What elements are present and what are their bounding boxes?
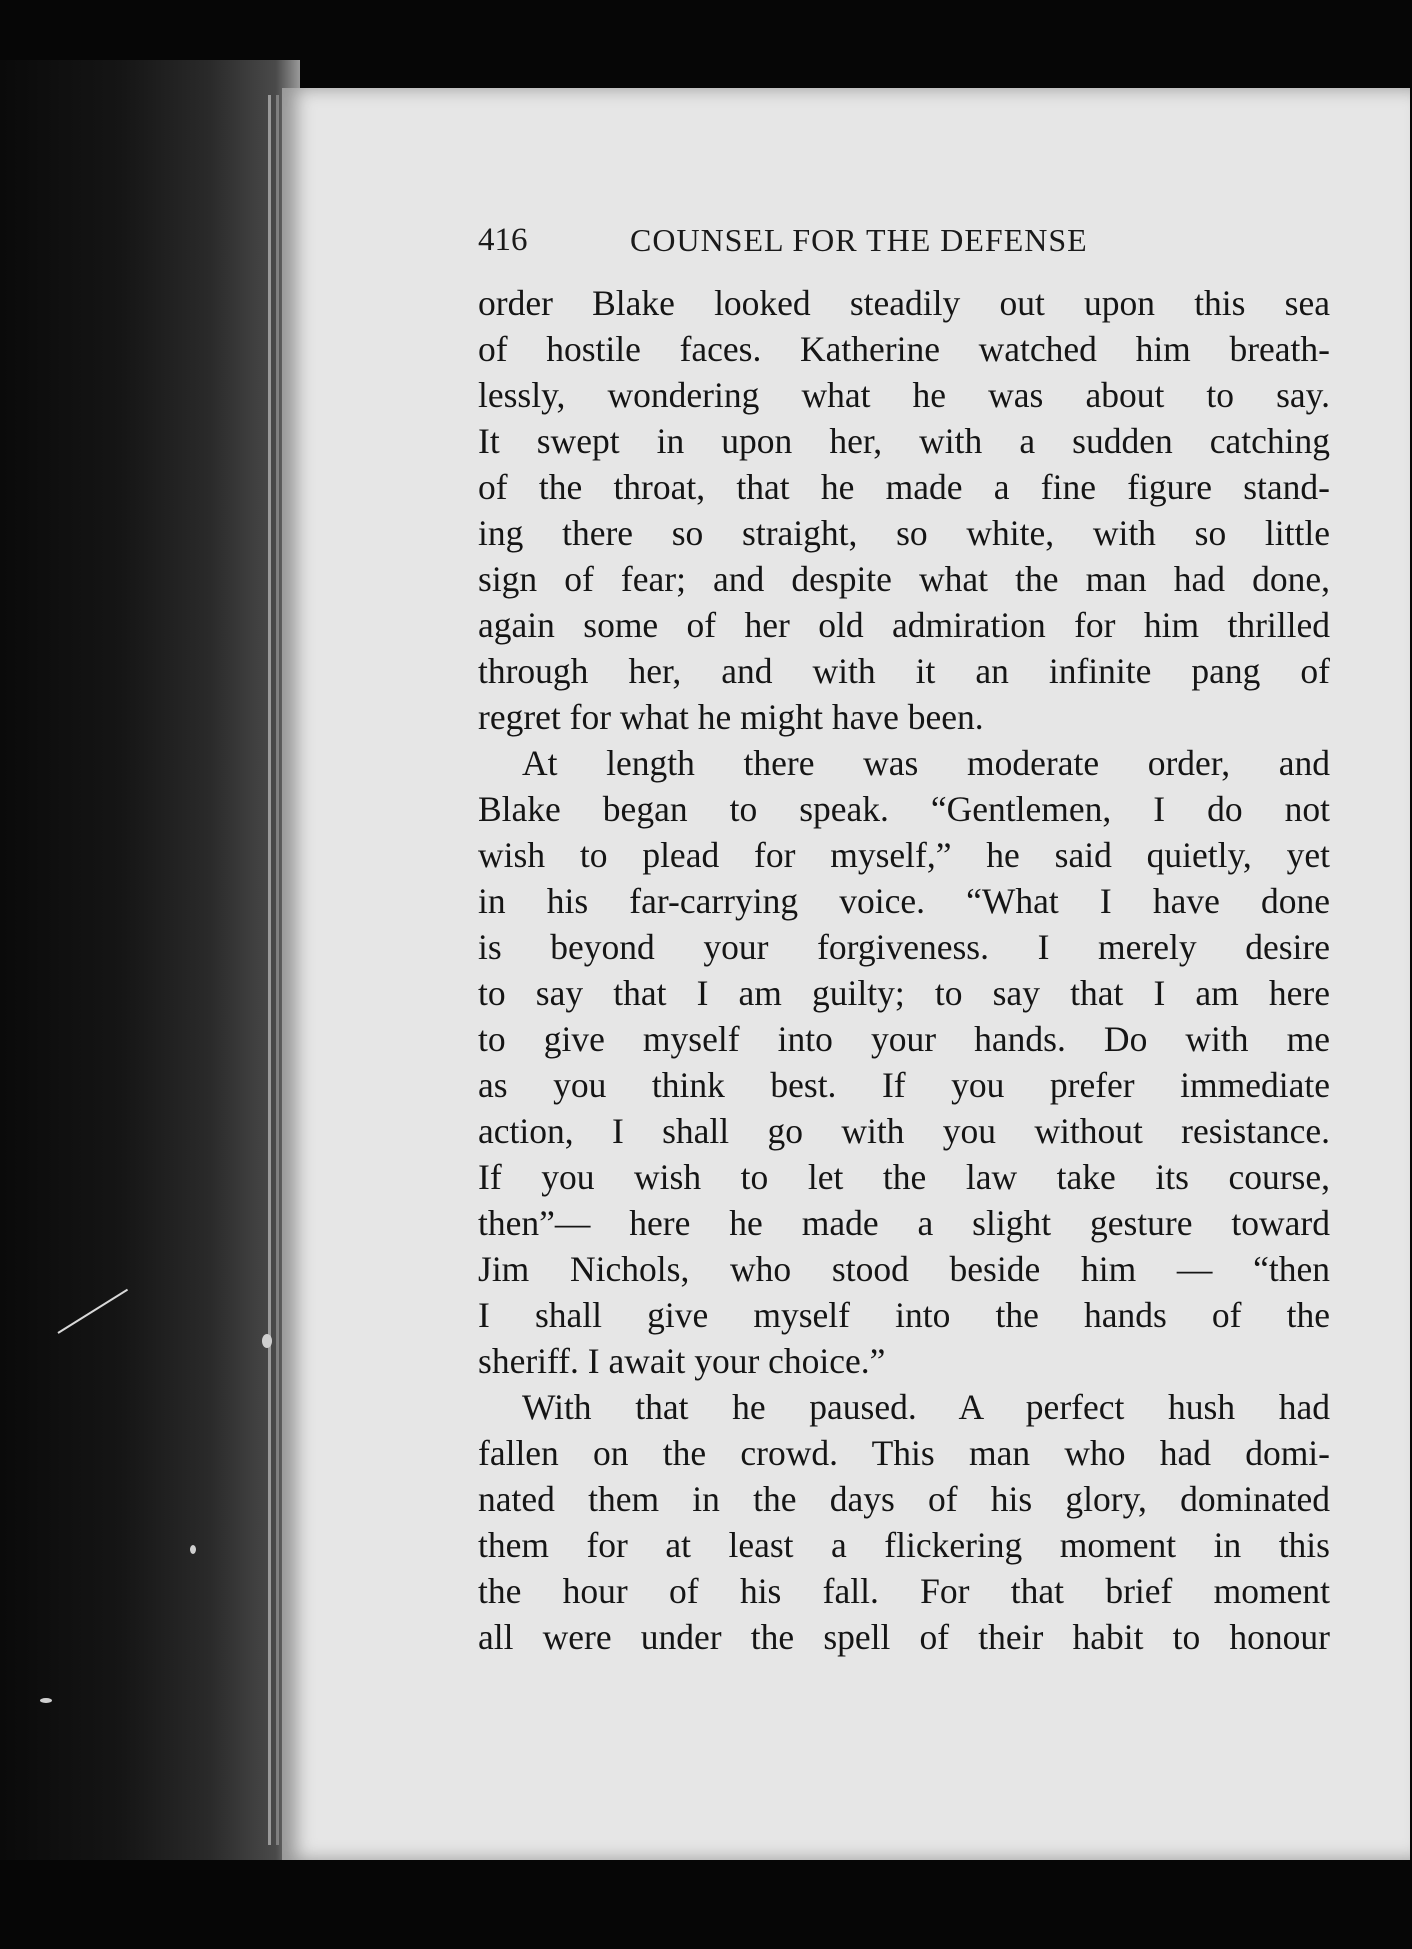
text-line: through her, and with it an infinite pang of	[478, 651, 1330, 691]
text-line: to give myself into your hands. Do with me	[478, 1019, 1330, 1059]
text-line: lessly, wondering what he was about to say.	[478, 375, 1330, 415]
running-header	[478, 216, 1330, 274]
book-page	[282, 88, 1410, 1860]
text-line: them for at least a flickering moment in this	[478, 1525, 1330, 1565]
text-line: in his far-carrying voice. “What I have done	[478, 881, 1330, 921]
text-line: At length there was moderate order, and	[522, 743, 1330, 783]
text-line: order Blake looked steadily out upon this sea	[478, 283, 1330, 323]
page-content	[478, 216, 1330, 1660]
text-line: again some of her old admiration for him thrilled	[478, 605, 1330, 645]
spine-highlight-line	[276, 95, 279, 1845]
paragraph	[478, 1384, 1330, 1660]
text-line: I shall give myself into the hands of the	[478, 1295, 1330, 1335]
body-text	[478, 280, 1330, 1660]
text-line: to say that I am guilty; to say that I am here	[478, 973, 1330, 1013]
text-line: sheriff. I await your choice.”	[478, 1341, 886, 1381]
text-line: the hour of his fall. For that brief moment	[478, 1571, 1330, 1611]
running-title: COUNSEL FOR THE DEFENSE	[630, 222, 1088, 258]
text-line: It swept in upon her, with a sudden catching	[478, 421, 1330, 461]
scan-dust-speck	[190, 1545, 196, 1554]
text-line: If you wish to let the law take its course,	[478, 1157, 1330, 1197]
text-line: With that he paused. A perfect hush had	[522, 1387, 1330, 1427]
paragraph	[478, 740, 1330, 1384]
text-line: of hostile faces. Katherine watched him breath-	[478, 329, 1330, 369]
text-line: then”— here he made a slight gesture toward	[478, 1203, 1330, 1243]
text-line: of the throat, that he made a fine figure stand-	[478, 467, 1330, 507]
page-number: 416	[478, 222, 528, 258]
text-line: Jim Nichols, who stood beside him — “then	[478, 1249, 1330, 1289]
scan-dust-speck	[262, 1334, 272, 1348]
text-line: sign of fear; and despite what the man had done,	[478, 559, 1330, 599]
text-line: all were under the spell of their habit to honour	[478, 1617, 1330, 1657]
text-line: nated them in the days of his glory, dominated	[478, 1479, 1330, 1519]
text-line: wish to plead for myself,” he said quietly, yet	[478, 835, 1330, 875]
text-line: as you think best. If you prefer immediate	[478, 1065, 1330, 1105]
book-spine-edge	[0, 60, 300, 1860]
text-line: action, I shall go with you without resistance.	[478, 1111, 1330, 1151]
text-line: is beyond your forgiveness. I merely desire	[478, 927, 1330, 967]
scan-dust-speck	[40, 1698, 52, 1703]
text-line: regret for what he might have been.	[478, 697, 984, 737]
paragraph	[478, 280, 1330, 740]
text-line: fallen on the crowd. This man who had domi-	[478, 1433, 1330, 1473]
text-line: ing there so straight, so white, with so little	[478, 513, 1330, 553]
spine-highlight-line	[268, 95, 271, 1845]
text-line: Blake began to speak. “Gentlemen, I do not	[478, 789, 1330, 829]
